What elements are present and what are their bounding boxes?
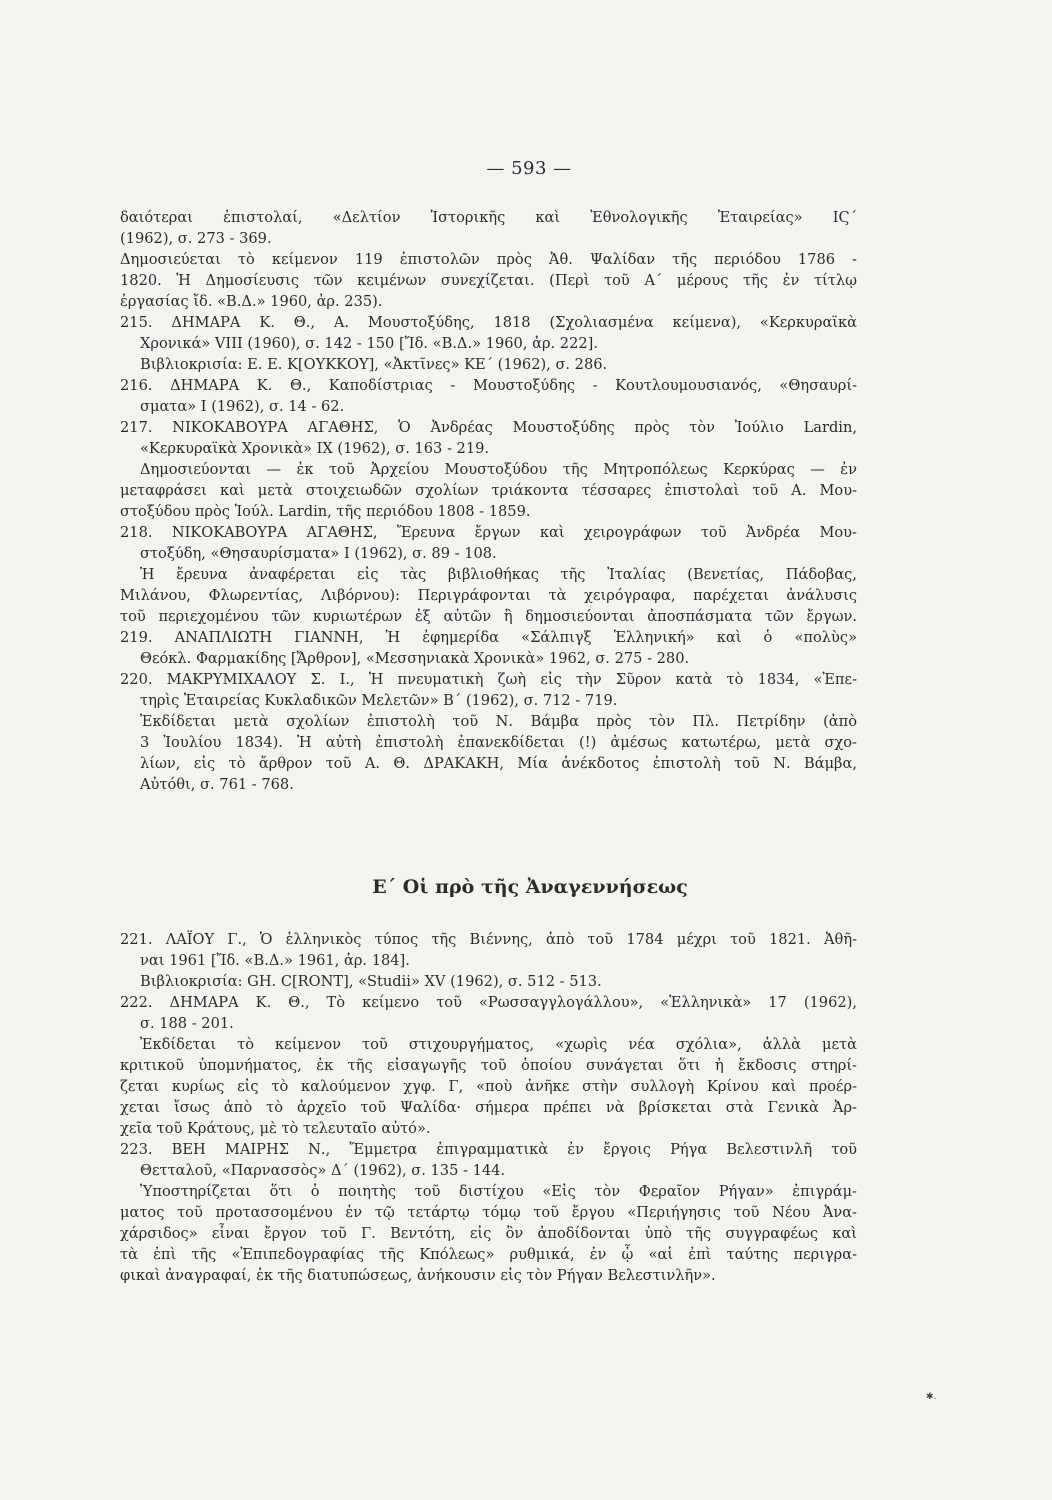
text-line: στοξύδη, «Θησαυρίσματα» Ι (1962), σ. 89 - 108. xyxy=(140,545,497,562)
text-line: «Κερκυραϊκὰ Χρονικὰ» ΙΧ (1962), σ. 163 - 219. xyxy=(140,440,490,457)
text-line: κριτικοῦ ὑπομνήματος, ἐκ τῆς εἰσαγωγῆς τοῦ ὁποίου συνάγεται ὅτι ἡ ἔκδοσις στηρί- xyxy=(120,1057,857,1074)
text-line: χεται ἴσως ἀπὸ τὸ ἀρχεῖο τοῦ Ψαλίδα· σήμερα πρέπει νὰ βρίσκεται στὰ Γενικὰ Ἀρ- xyxy=(120,1099,857,1116)
text-line: τηρὶς Ἑταιρείας Κυκλαδικῶν Μελετῶν» Β΄ (1962), σ. 712 - 719. xyxy=(140,692,618,709)
text-line: φικαὶ ἀναγραφαί, ἐκ τῆς διατυπώσεως, ἀνήκουσιν εἰς τὸν Ρήγαν Βελεστινλῆν». xyxy=(120,1267,716,1284)
text-line: Αὐτόθι, σ. 761 - 768. xyxy=(140,776,294,793)
text-line: Ἐκδίδεται μετὰ σχολίων ἐπιστολὴ τοῦ Ν. Βάμβα πρὸς τὸν Πλ. Πετρίδην (ἀπὸ xyxy=(140,713,857,730)
text-line: 218. ΝΙΚΟΚΑΒΟΥΡΑ ΑΓΑΘΗΣ, Ἔρευνα ἔργων καὶ χειρογράφων τοῦ Ἀνδρέα Μου- xyxy=(120,524,857,541)
text-line: 215. ΔΗΜΑΡΑ Κ. Θ., Α. Μουστοξύδης, 1818 (Σχολιασμένα κείμενα), «Κερκυραϊκὰ xyxy=(120,314,857,331)
text-line: Θεόκλ. Φαρμακίδης [Ἄρθρον], «Μεσσηνιακὰ Χρονικὰ» 1962, σ. 275 - 280. xyxy=(140,650,690,667)
text-line: σ. 188 - 201. xyxy=(140,1015,234,1032)
text-line: (1962), σ. 273 - 369. xyxy=(120,230,272,247)
text-line: 220. ΜΑΚΡΥΜΙΧΑΛΟΥ Σ. Ι., Ἡ πνευματικὴ ζωὴ εἰς τὴν Σῦρον κατὰ τὸ 1834, «Ἐπε- xyxy=(120,671,857,688)
corner-mark: ✱. xyxy=(926,1392,937,1402)
text-line: χάρσιδος» εἶναι ἔργον τοῦ Γ. Βεντότη, εἰς ὃν ἀποδίδονται ὑπὸ τῆς συγγραφέως καὶ xyxy=(120,1225,857,1242)
text-line: Μιλάνου, Φλωρεντίας, Λιβόρνου): Περιγράφονται τὰ χειρόγραφα, παρέχεται ἀνάλυσις xyxy=(120,587,857,604)
text-line: ναι 1961 [Ἴδ. «Β.Δ.» 1961, ἀρ. 184]. xyxy=(140,952,410,969)
text-line: στοξύδου πρὸς Ἰούλ. Lardin, τῆς περιόδου 1808 - 1859. xyxy=(120,503,531,520)
text-line: 217. ΝΙΚΟΚΑΒΟΥΡΑ ΑΓΑΘΗΣ, Ὁ Ἀνδρέας Μουστοξύδης πρὸς τὸν Ἰούλιο Lardin, xyxy=(120,419,857,436)
text-line: τοῦ περιεχομένου τῶν κυριωτέρων ἐξ αὐτῶν ἢ δημοσιεύονται ἀποσπάσματα τῶν ἔργων. xyxy=(120,608,857,625)
text-line: ζεται κυρίως εἰς τὸ καλούμενον χγφ. Γ, «ποὺ ἀνῆκε στὴν συλλογὴ Κρίνου καὶ προέρ- xyxy=(120,1078,857,1095)
text-line: 221. ΛΑΪΟΥ Γ., Ὁ ἑλληνικὸς τύπος τῆς Βιέννης, ἀπὸ τοῦ 1784 μέχρι τοῦ 1821. Ἀθῆ- xyxy=(120,931,857,948)
text-line: Δημοσιεύεται τὸ κείμενον 119 ἐπιστολῶν πρὸς Ἀθ. Ψαλίδαν τῆς περιόδου 1786 - xyxy=(120,251,857,268)
text-line: Χρονικά» VIII (1960), σ. 142 - 150 [Ἴδ. «Β.Δ.» 1960, ἀρ. 222]. xyxy=(140,335,598,352)
text-line: δαιότεραι ἐπιστολαί, «Δελτίον Ἱστορικῆς καὶ Ἐθνολογικῆς Ἑταιρείας» ΙϚ΄ xyxy=(120,209,857,226)
text-line: ἐργασίας ἴδ. «Β.Δ.» 1960, ἀρ. 235). xyxy=(120,293,383,310)
text-line: Βιβλιοκρισία: GH. C[RONT], «Studii» XV (1962), σ. 512 - 513. xyxy=(140,973,602,990)
text-line: Βιβλιοκρισία: Ε. Ε. Κ[ΟΥΚΚΟΥ], «Ἀκτῖνες» ΚΕ΄ (1962), σ. 286. xyxy=(140,356,608,373)
text-line: σματα» Ι (1962), σ. 14 - 62. xyxy=(140,398,345,415)
section-heading: Ε΄ Οἱ πρὸ τῆς Ἀναγεννήσεως xyxy=(372,876,688,898)
text-line: μεταφράσει καὶ μετὰ στοιχειωδῶν σχολίων τριάκοντα τέσσαρες ἐπιστολαὶ τοῦ Α. Μου- xyxy=(120,482,857,499)
text-line: Ἡ ἔρευνα ἀναφέρεται εἰς τὰς βιβλιοθήκας τῆς Ἰταλίας (Βενετίας, Πάδοβας, xyxy=(140,566,857,583)
text-line: Ὑποστηρίζεται ὅτι ὁ ποιητὴς τοῦ διστίχου «Εἰς τὸν Φεραῖον Ρήγαν» ἐπιγράμ- xyxy=(140,1183,857,1200)
text-line: 1820. Ἡ Δημοσίευσις τῶν κειμένων συνεχίζεται. (Περὶ τοῦ Α΄ μέρους τῆς ἐν τίτλῳ xyxy=(120,272,857,289)
text-line: 219. ΑΝΑΠΛΙΩΤΗ ΓΙΑΝΝΗ, Ἡ ἐφημερίδα «Σάλπιγξ Ἑλληνική» καὶ ὁ «πολὺς» xyxy=(120,629,857,646)
text-line: τὰ ἐπὶ τῆς «Ἐπιπεδογραφίας τῆς Κπόλεως» ρυθμικά, ἐν ᾧ «αἱ ἐπὶ ταύτης περιγρα- xyxy=(120,1246,857,1263)
text-line: Δημοσιεύονται — ἐκ τοῦ Ἀρχείου Μουστοξύδου τῆς Μητροπόλεως Κερκύρας — ἐν xyxy=(140,461,857,478)
page-number: — 593 — xyxy=(486,158,572,179)
text-line: λίων, εἰς τὸ ἄρθρον τοῦ Α. Θ. ΔΡΑΚΑΚΗ, Μία ἀνέκδοτος ἐπιστολὴ τοῦ Ν. Βάμβα, xyxy=(140,755,857,772)
text-line: ματος τοῦ προτασσομένου ἐν τῷ τετάρτῳ τόμῳ τοῦ ἔργου «Περιήγησις τοῦ Νέου Ἀνα- xyxy=(120,1204,857,1221)
text-line: 223. ΒΕΗ ΜΑΙΡΗΣ Ν., Ἔμμετρα ἐπιγραμματικὰ ἐν ἔργοις Ρήγα Βελεστινλῆ τοῦ xyxy=(120,1141,857,1158)
text-line: χεῖα τοῦ Κράτους, μὲ τὸ τελευταῖο αὐτό». xyxy=(120,1120,431,1137)
text-line: 216. ΔΗΜΑΡΑ Κ. Θ., Καποδίστριας - Μουστοξύδης - Κουτλουμουσιανός, «Θησαυρί- xyxy=(120,377,857,394)
text-line: Θετταλοῦ, «Παρνασσὸς» Δ΄ (1962), σ. 135 - 144. xyxy=(140,1162,506,1179)
text-line: 3 Ἰουλίου 1834). Ἡ αὐτὴ ἐπιστολὴ ἐπανεκδίδεται (!) ἀμέσως κατωτέρω, μετὰ σχο- xyxy=(140,734,857,751)
text-line: 222. ΔΗΜΑΡΑ Κ. Θ., Τὸ κείμενο τοῦ «Ρωσσαγγλογάλλου», «Ἑλληνικὰ» 17 (1962), xyxy=(120,994,857,1011)
text-line: Ἐκδίδεται τὸ κείμενον τοῦ στιχουργήματος, «χωρὶς νέα σχόλια», ἀλλὰ μετὰ xyxy=(140,1036,857,1053)
